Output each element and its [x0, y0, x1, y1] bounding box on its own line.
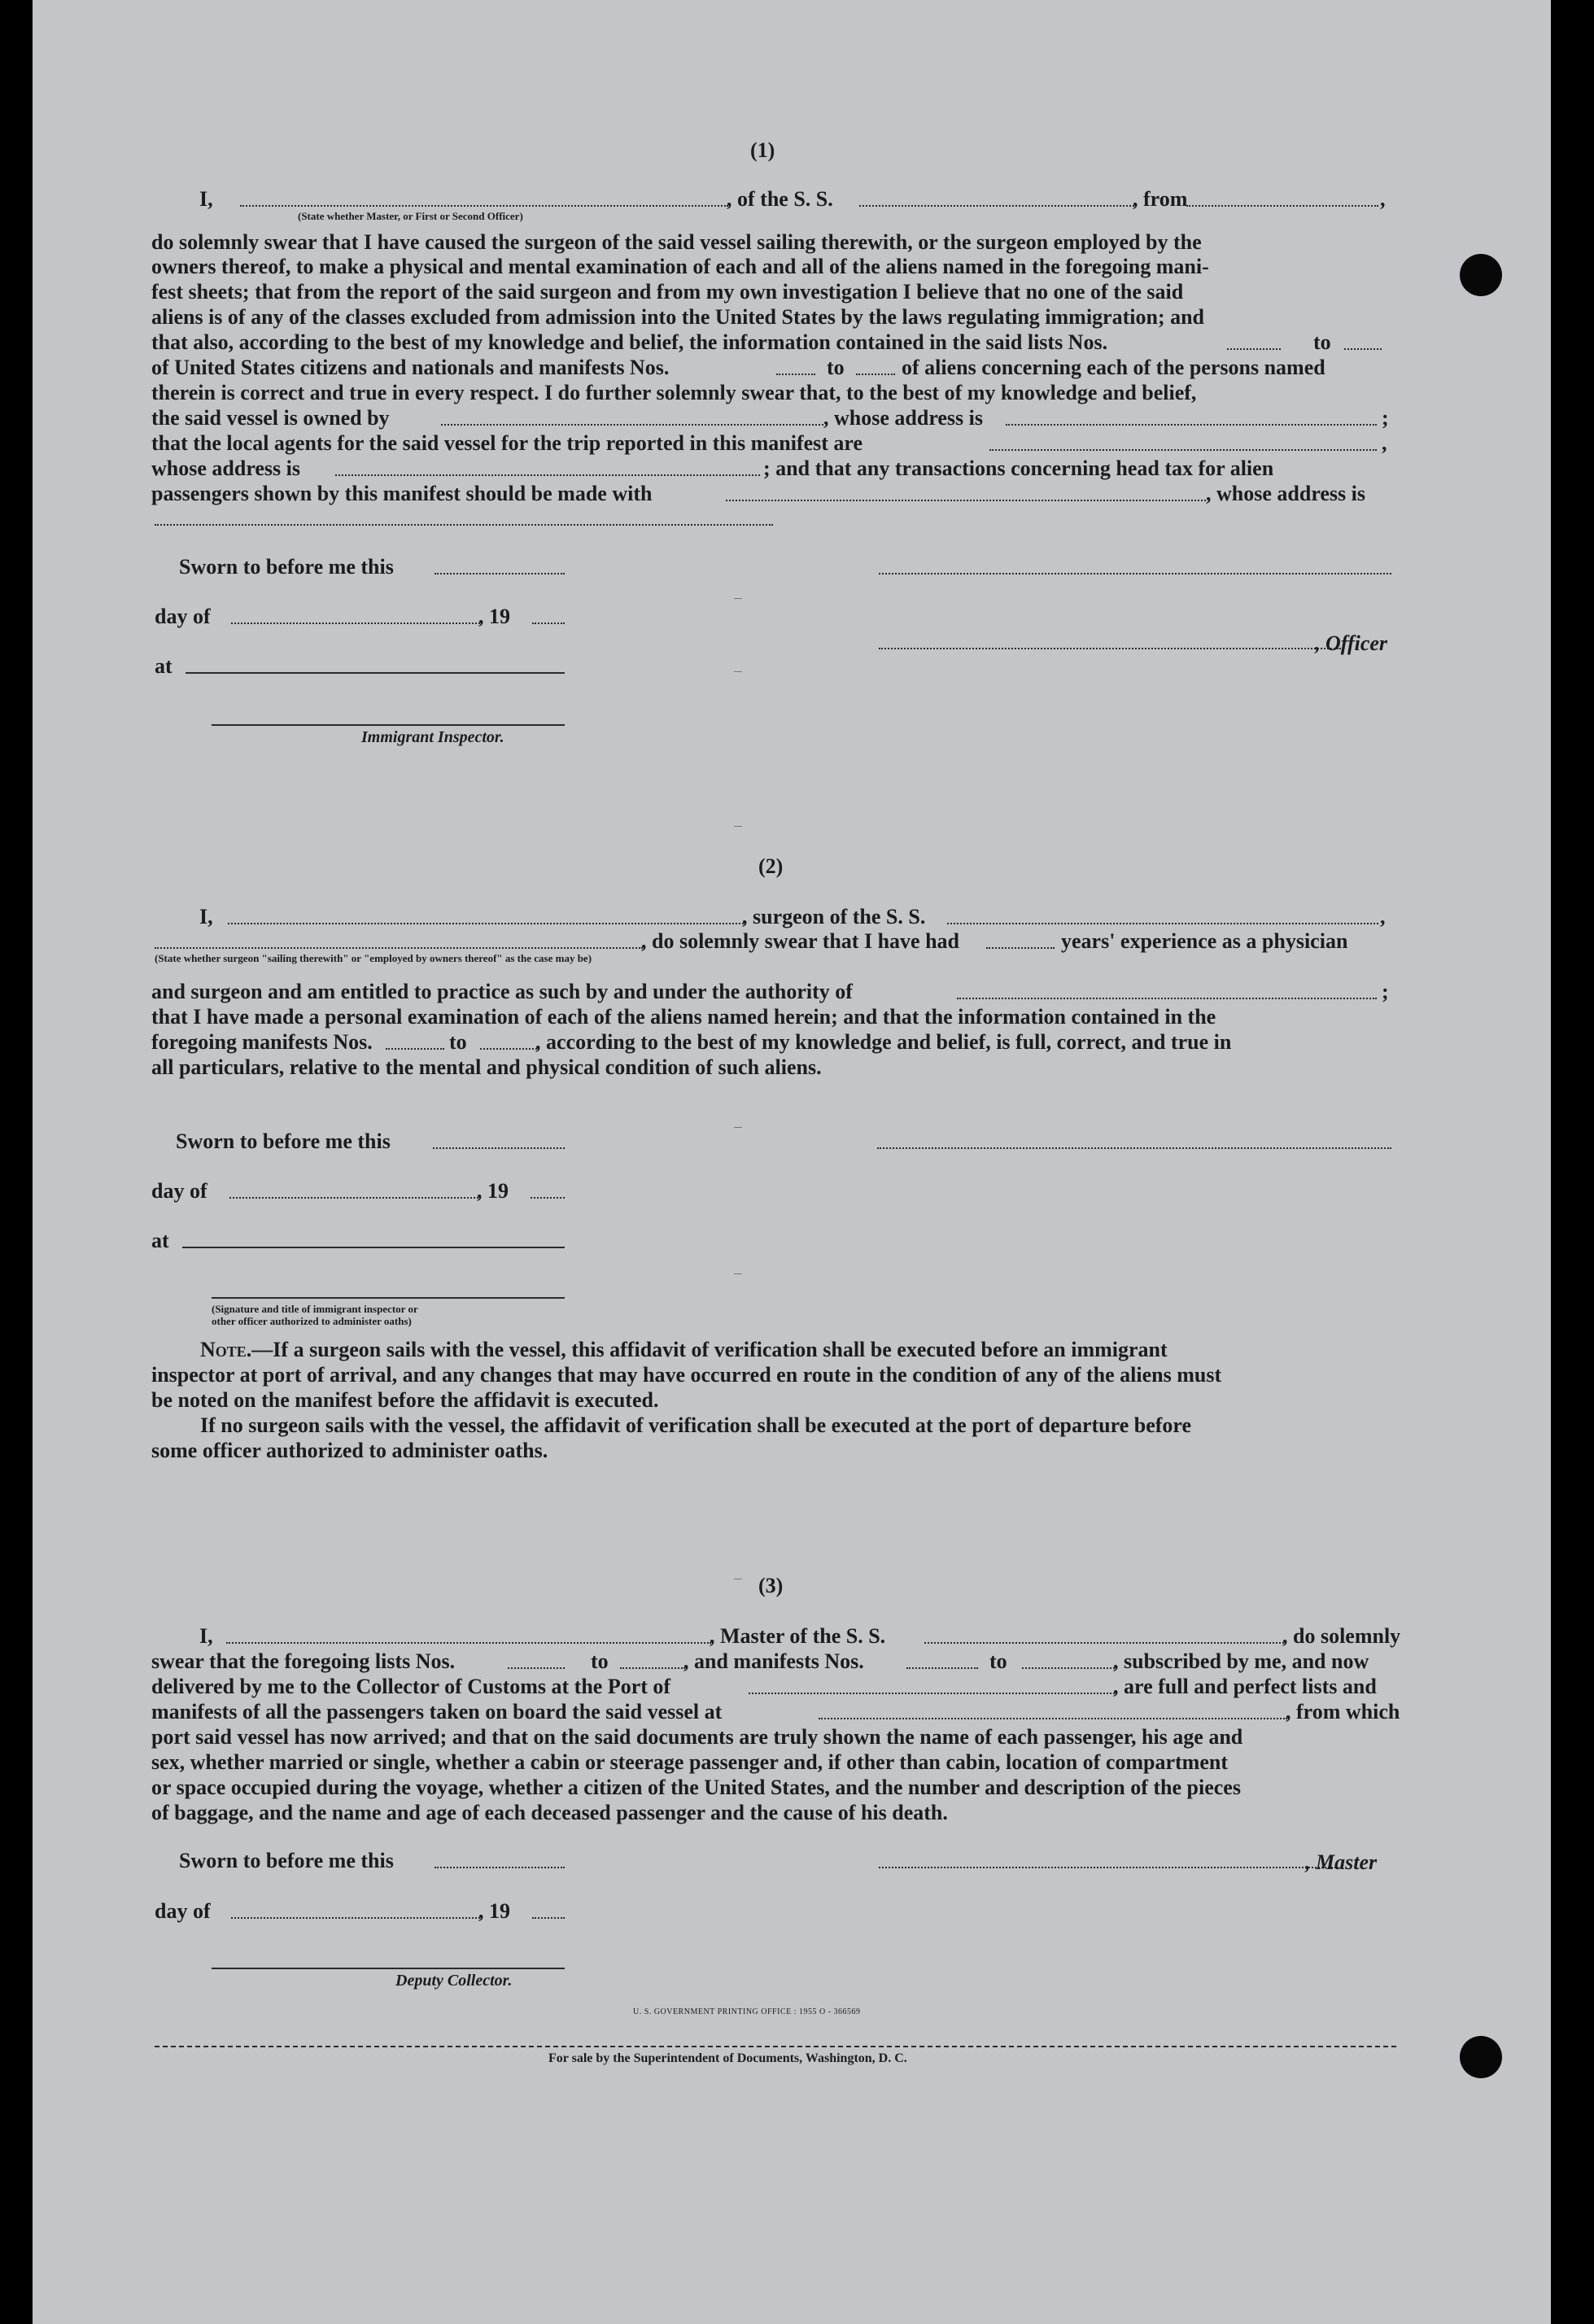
fold-mark — [734, 1273, 742, 1274]
sworn-date-field[interactable] — [435, 1867, 565, 1868]
surgeon-signature-line[interactable] — [877, 1147, 1391, 1149]
sworn-date-field[interactable] — [433, 1147, 565, 1149]
body-line: , whose address is — [1206, 482, 1366, 505]
label-to: to — [1313, 330, 1331, 354]
local-agents-field[interactable] — [989, 449, 1377, 451]
inspector-label: Immigrant Inspector. — [361, 728, 504, 746]
inspector-signature-line[interactable] — [212, 1297, 565, 1299]
year-prefix: , 19 — [478, 605, 510, 628]
collector-signature-line[interactable] — [212, 1968, 565, 1969]
authority-field[interactable] — [957, 998, 1377, 999]
sworn-label: Sworn to before me this — [179, 1849, 394, 1872]
sworn-label: Sworn to before me this — [176, 1129, 391, 1153]
sworn-label: Sworn to before me this — [179, 555, 394, 579]
semicolon: ; — [1382, 406, 1389, 430]
head-tax-contact-field[interactable] — [726, 500, 1206, 501]
signature-note: (Signature and title of immigrant inspector or — [212, 1303, 418, 1315]
label-from: , from — [1133, 187, 1188, 211]
body-line: sex, whether married or single, whether a cabin or steerage passenger and, if other than cabin, location of compartment — [151, 1750, 1228, 1774]
lists-to-field[interactable] — [620, 1667, 685, 1669]
signature-line[interactable] — [879, 573, 1391, 574]
note-text: some officer authorized to administer oaths. — [151, 1439, 548, 1462]
body-line: , and manifests Nos. — [683, 1649, 864, 1673]
manifests-to-field[interactable] — [1022, 1667, 1115, 1669]
day-of-label: day of — [155, 1899, 211, 1923]
body-line: fest sheets; that from the report of the said surgeon and from my own investigation I believe that no one of the said — [151, 280, 1184, 304]
month-field[interactable] — [231, 1917, 480, 1919]
label-i: I, — [199, 1624, 213, 1648]
port-field[interactable] — [749, 1693, 1115, 1694]
body-line: that I have made a personal examination of each of the aliens named herein; and that the information contained in the — [151, 1005, 1216, 1029]
note-text: be noted on the manifest before the affidavit is executed. — [151, 1388, 659, 1412]
section-number: (3) — [758, 1574, 784, 1597]
body-line: or space occupied during the voyage, whether a citizen of the United States, and the number and description of the pieces — [151, 1776, 1241, 1799]
section-number: (1) — [750, 138, 775, 162]
month-field[interactable] — [231, 622, 480, 624]
deputy-collector-label: Deputy Collector. — [395, 1972, 513, 1990]
day-of-label: day of — [151, 1179, 207, 1203]
surgeon-status-field[interactable] — [155, 947, 643, 949]
body-line: the said vessel is owned by — [151, 406, 390, 430]
note-text: inspector at port of arrival, and any changes that may have occurred en route in the condition of any of the aliens must — [151, 1363, 1222, 1387]
signature-note: other officer authorized to administer oaths) — [212, 1315, 412, 1327]
body-line: of baggage, and the name and age of each deceased passenger and the cause of his death. — [151, 1801, 948, 1824]
comma: , — [1382, 431, 1387, 455]
year-field[interactable] — [532, 622, 565, 624]
cut-line — [155, 2046, 1396, 2047]
body-line: of aliens concerning each of the persons named — [902, 356, 1325, 379]
years-experience-field[interactable] — [986, 947, 1055, 949]
body-line: , are full and perfect lists and — [1113, 1675, 1377, 1698]
from-port-field[interactable] — [1186, 205, 1378, 207]
owner-address-field[interactable] — [1006, 424, 1377, 426]
comma: , — [1380, 905, 1386, 928]
master-label: , Master — [1305, 1850, 1378, 1874]
section-number: (2) — [758, 854, 784, 878]
body-line: aliens is of any of the classes excluded from admission into the United States by the laws regulating immigration; and — [151, 305, 1205, 329]
body-line: and surgeon and am entitled to practice as such by and under the authority of — [151, 980, 853, 1003]
officer-rank-field[interactable] — [240, 205, 728, 207]
label-i: I, — [199, 187, 213, 211]
field-note: (State whether surgeon "sailing therewith" or "employed by owners thereof" as the case may be) — [155, 952, 592, 964]
surgeon-name-field[interactable] — [228, 923, 744, 924]
body-line: whose address is — [151, 456, 301, 480]
note-text: If no surgeon sails with the vessel, the affidavit of verification shall be executed at the port of departure before — [200, 1413, 1192, 1437]
sworn-date-field[interactable] — [435, 573, 565, 574]
body-line: port said vessel has now arrived; and that on the said documents are truly shown the name of each passenger, his age and — [151, 1725, 1243, 1749]
body-line: do solemnly swear that I have caused the surgeon of the said vessel sailing therewith, or the surgeon employed by the — [151, 230, 1202, 254]
sale-notice: For sale by the Superintendent of Documents, Washington, D. C. — [548, 2051, 907, 2065]
semicolon: ; — [1382, 980, 1389, 1003]
manifests-from-field[interactable] — [386, 1048, 444, 1050]
label-of-ss: , of the S. S. — [727, 187, 833, 211]
fold-mark — [734, 598, 742, 599]
officer-label: , Officer — [1315, 631, 1388, 655]
month-field[interactable] — [229, 1197, 478, 1199]
ship-name-field[interactable] — [859, 205, 1134, 207]
label-to: to — [449, 1030, 467, 1054]
at-label: at — [151, 1229, 169, 1252]
year-prefix: , 19 — [478, 1899, 510, 1923]
officer-signature-line[interactable] — [879, 648, 1341, 649]
at-place-field[interactable] — [186, 672, 565, 674]
printing-office-line: U. S. GOVERNMENT PRINTING OFFICE : 1955 O - 366569 — [633, 2007, 861, 2016]
agents-address-field[interactable] — [335, 474, 760, 476]
note-label-text: Note. — [200, 1338, 252, 1361]
body-line: all particulars, relative to the mental and physical condition of such aliens. — [151, 1055, 822, 1079]
body-line: , according to the best of my knowledge and belief, is full, correct, and true in — [535, 1030, 1232, 1054]
master-name-field[interactable] — [226, 1642, 711, 1644]
at-place-field[interactable] — [182, 1247, 565, 1248]
lists-to-field[interactable] — [1344, 348, 1382, 350]
head-tax-address-field[interactable] — [155, 524, 773, 526]
departure-port-field[interactable] — [819, 1718, 1287, 1719]
lists-from-field[interactable] — [1227, 348, 1281, 350]
label-surgeon-ss: , surgeon of the S. S. — [742, 905, 926, 928]
body-line: manifests of all the passengers taken on board the said vessel at — [151, 1700, 723, 1723]
manifests-from-field[interactable] — [906, 1667, 978, 1669]
fold-mark — [734, 1127, 742, 1128]
label-to: to — [827, 356, 845, 379]
fold-mark — [734, 826, 742, 827]
body-line: delivered by me to the Collector of Customs at the Port of — [151, 1675, 671, 1698]
body-line: , do solemnly — [1282, 1624, 1401, 1648]
day-of-label: day of — [155, 605, 211, 628]
ship-name-field[interactable] — [924, 1642, 1284, 1644]
inspector-signature-line[interactable] — [212, 724, 565, 726]
body-line: swear that the foregoing lists Nos. — [151, 1649, 456, 1673]
lists-from-field[interactable] — [508, 1667, 565, 1669]
label-master-ss: , Master of the S. S. — [710, 1624, 886, 1648]
note-label — [200, 1339, 1168, 1361]
body-line: therein is correct and true in every respect. I do further solemnly swear that, to the best of my knowledge and belief, — [151, 381, 1197, 404]
ship-name-field[interactable] — [947, 923, 1378, 924]
label-i: I, — [199, 905, 213, 928]
vessel-owner-field[interactable] — [441, 424, 823, 426]
label-to: to — [989, 1649, 1007, 1673]
year-prefix: , 19 — [477, 1179, 509, 1203]
label-to: to — [591, 1649, 609, 1673]
manifests-to-field[interactable] — [856, 374, 895, 375]
manifests-to-field[interactable] — [480, 1048, 537, 1050]
body-line: that also, according to the best of my knowledge and belief, the information contained in the said lists Nos. — [151, 330, 1108, 354]
body-line: , whose address is — [823, 406, 984, 430]
body-line: , subscribed by me, and now — [1113, 1649, 1369, 1673]
at-label: at — [155, 654, 173, 678]
field-note: (State whether Master, or First or Second Officer) — [298, 210, 523, 222]
comma: , — [1380, 187, 1386, 211]
body-line: that the local agents for the said vessel for the trip reported in this manifest are — [151, 431, 863, 455]
note-text: —If a surgeon sails with the vessel, this affidavit of verification shall be executed before an immigrant — [251, 1338, 1168, 1361]
body-line: , from which — [1286, 1700, 1400, 1723]
body-line: years' experience as a physician — [1061, 929, 1348, 953]
master-signature-line[interactable] — [879, 1867, 1336, 1868]
manifests-from-field[interactable] — [776, 374, 815, 375]
body-line: passengers shown by this manifest should be made with — [151, 482, 653, 505]
binder-hole-bottom — [1460, 2036, 1502, 2078]
binder-hole-top — [1460, 254, 1502, 296]
body-line: owners thereof, to make a physical and mental examination of each and all of the aliens named in the foregoing mani- — [151, 255, 1209, 278]
year-field[interactable] — [531, 1197, 565, 1199]
form-page — [33, 0, 1551, 2324]
fold-mark — [734, 671, 742, 672]
body-line: , do solemnly swear that I have had — [641, 929, 960, 953]
year-field[interactable] — [532, 1917, 565, 1919]
body-line: of United States citizens and nationals and manifests Nos. — [151, 356, 670, 379]
body-line: ; and that any transactions concerning head tax for alien — [763, 456, 1274, 480]
body-line: foregoing manifests Nos. — [151, 1030, 373, 1054]
